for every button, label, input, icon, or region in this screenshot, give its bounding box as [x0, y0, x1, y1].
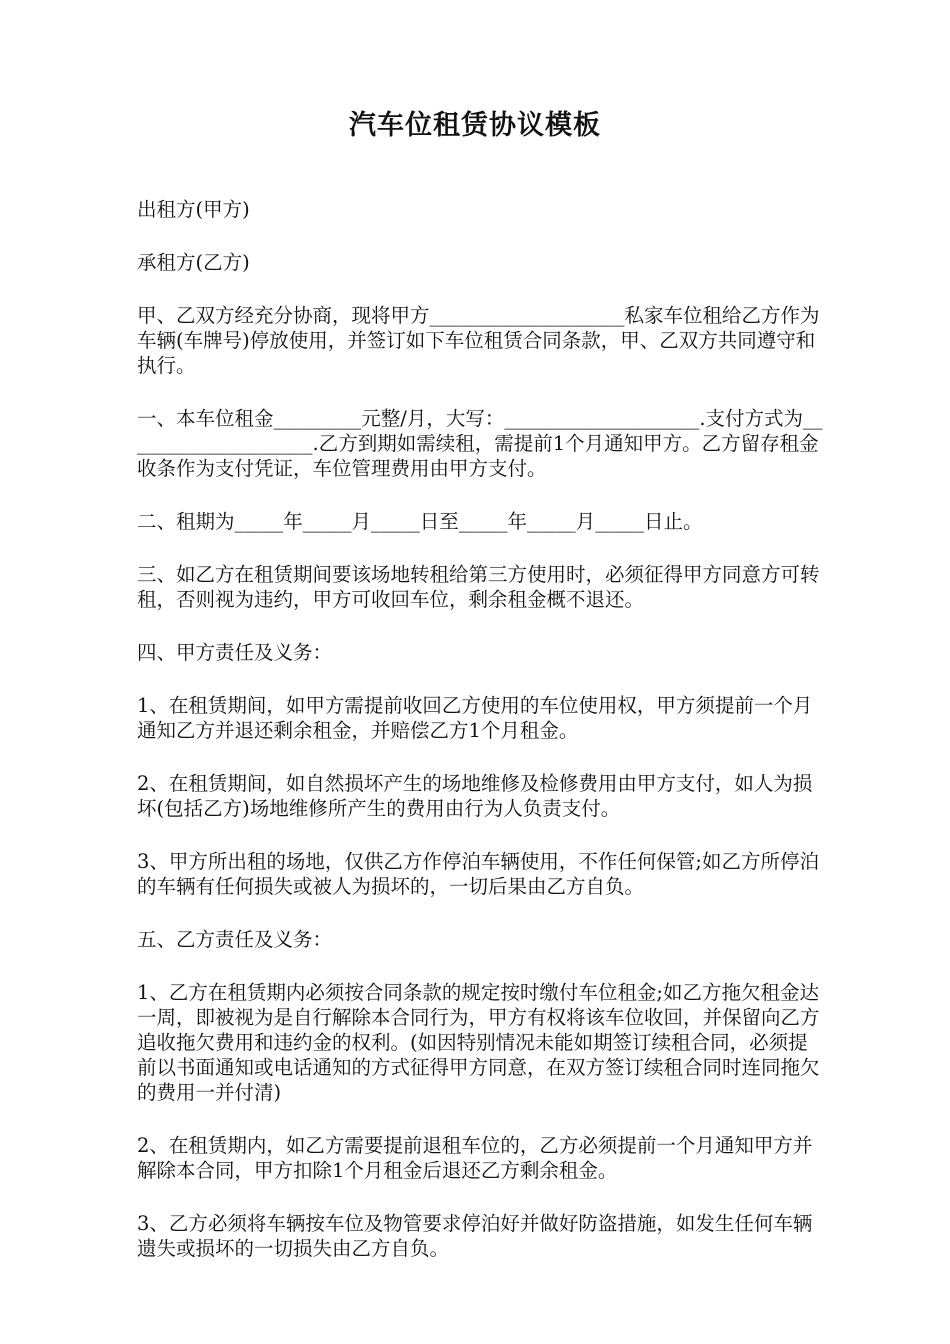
paragraph-lessor-duty-2: 2、在租赁期间，如自然损坏产生的场地维修及检修费用由甲方支付，如人为损坏(包括乙方)场地维修所产生的费用由行为人负责支付。 [137, 772, 813, 820]
paragraph-clause-3-sublet: 三、如乙方在租赁期间要该场地转租给第三方使用时，必须征得甲方同意方可转租，否则视为违约，甲方可收回车位，剩余租金概不退还。 [137, 563, 820, 611]
paragraph-clause-2-term: 二、租期为_____年_____月_____日至_____年_____月_____日止。 [137, 510, 703, 533]
document-body [137, 197, 823, 1289]
heading-lessee-duties: 五、乙方责任及义务： [137, 928, 333, 951]
paragraph-clause-1-rent: 一、本车位租金_________元整/月，大写：____________________.支付方式为____________________.乙方到期如需续租，需提前1个月通知甲方。乙方留存租金收条作为支付凭证，车位管理费用由甲方支付。 [137, 407, 823, 480]
paragraph-lessee-duty-2: 2、在租赁期内，如乙方需要提前退租车位的，乙方必须提前一个月通知甲方并解除本合同，甲方扣除1个月租金后退还乙方剩余租金。 [137, 1134, 813, 1182]
paragraph-lessor: 出租方(甲方) [137, 198, 250, 221]
paragraph-lessor-duty-1: 1、在租赁期间，如甲方需提前收回乙方使用的车位使用权，甲方须提前一个月通知乙方并退还剩余租金，并赔偿乙方1个月租金。 [137, 694, 813, 742]
paragraph-lessor-duty-3: 3、甲方所出租的场地，仅供乙方作停泊车辆使用，不作任何保管;如乙方所停泊的车辆有任何损失或被人为损坏的，一切后果由乙方自负。 [137, 850, 819, 898]
paragraph-preamble: 甲、乙双方经充分协商，现将甲方____________________私家车位租给乙方作为车辆(车牌号)停放使用，并签订如下车位租赁合同条款，甲、乙双方共同遵守和执行。 [137, 304, 820, 377]
paragraph-lessee-duty-1: 1、乙方在租赁期内必须按合同条款的规定按时缴付车位租金;如乙方拖欠租金达一周，即被视为是自行解除本合同行为，甲方有权将该车位收回，并保留向乙方追收拖欠费用和违约金的权利。(如因特别情况未能如期签订续租合同，必须提前以书面通知或电话通知的方式征得甲方同意，在双方签订续租合同时连同拖欠的费用一并付清) [137, 981, 820, 1104]
heading-lessor-duties: 四、甲方责任及义务： [137, 641, 333, 664]
paragraph-lessee-duty-3: 3、乙方必须将车辆按车位及物管要求停泊好并做好防盗措施，如发生任何车辆遗失或损坏的一切损失由乙方自负。 [137, 1212, 813, 1260]
document-title: 汽车位租赁协议模板 [349, 110, 601, 141]
paragraph-lessee: 承租方(乙方) [137, 251, 250, 274]
